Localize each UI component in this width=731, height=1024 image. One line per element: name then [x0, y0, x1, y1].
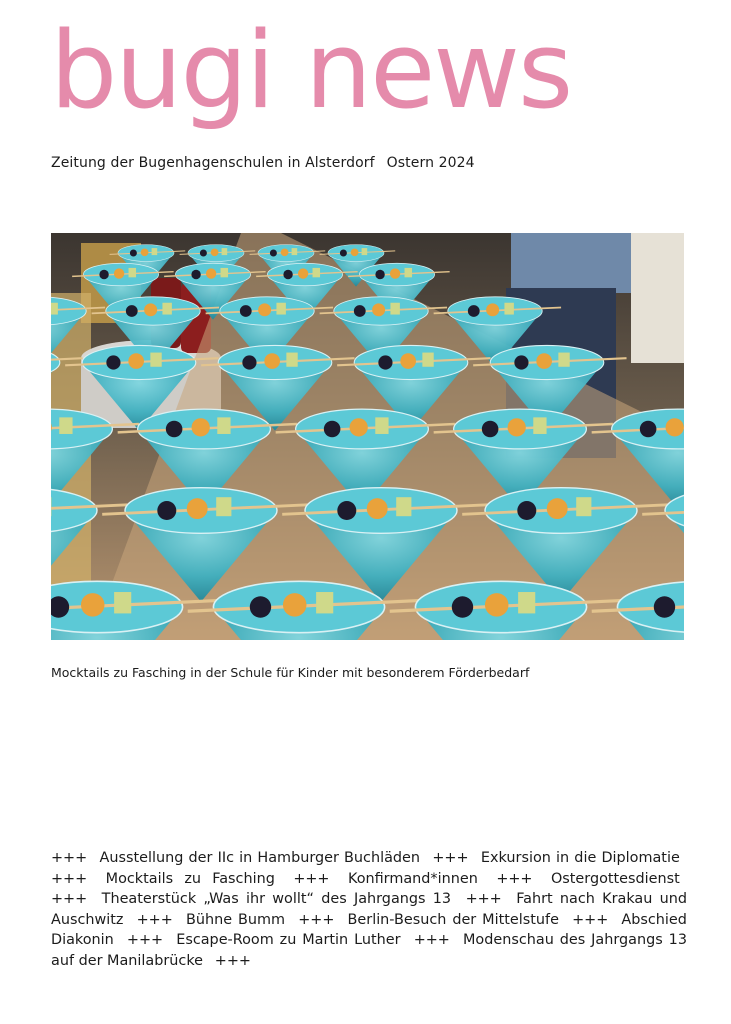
headline-item: Berlin-Besuch der Mittelstufe: [347, 911, 559, 928]
subheader: [51, 155, 475, 171]
headline-item: Ostergottesdienst: [550, 870, 680, 887]
ticker-separator: +++: [51, 850, 88, 866]
headline-item: Bühne Bumm: [185, 911, 286, 928]
ticker-separator: +++: [298, 911, 335, 928]
masthead-title: bugi news: [50, 9, 572, 132]
ticker-separator: +++: [51, 870, 88, 887]
ticker-separator: +++: [432, 850, 469, 866]
headline-item: Modenschau des Jahrgangs 13 auf der Manilabrücke: [51, 932, 687, 969]
ticker-separator: +++: [413, 932, 450, 949]
publication-name: Zeitung der Bugenhagenschulen in Alsterdorf: [51, 155, 375, 171]
headline-item: Fahrt nach Krakau und Auschwitz: [51, 891, 687, 928]
ticker-separator: +++: [51, 891, 88, 908]
headline-item: Escape-Room zu Martin Luther: [176, 932, 401, 949]
headline-item: Exkursion in die Diplomatie: [480, 850, 680, 866]
ticker-separator: +++: [214, 952, 251, 969]
headline-item: Abschied Diakonin: [51, 911, 687, 949]
ticker-separator: +++: [465, 891, 502, 908]
headline-item: Mocktails zu Fasching: [105, 870, 275, 887]
headline-item: Theaterstück „Was ihr wollt“ des Jahrgangs 13: [101, 891, 452, 908]
headline-item: Konfirmand*innen: [347, 870, 478, 887]
ticker-separator: +++: [496, 870, 533, 887]
ticker-separator: +++: [293, 870, 330, 887]
cover-photo: [51, 233, 684, 640]
headline-item: Ausstellung der IIc in Hamburger Buchläden: [99, 850, 421, 866]
photo-mocktails-image: [51, 233, 684, 640]
headline-ticker: [51, 848, 687, 972]
ticker-separator: +++: [136, 911, 173, 928]
photo-caption: Mocktails zu Fasching in der Schule für Kinder mit besonderem Förderbedarf: [51, 665, 530, 680]
ticker-separator: +++: [126, 932, 164, 949]
ticker-separator: +++: [572, 911, 609, 928]
issue-label: Ostern 2024: [386, 155, 475, 171]
